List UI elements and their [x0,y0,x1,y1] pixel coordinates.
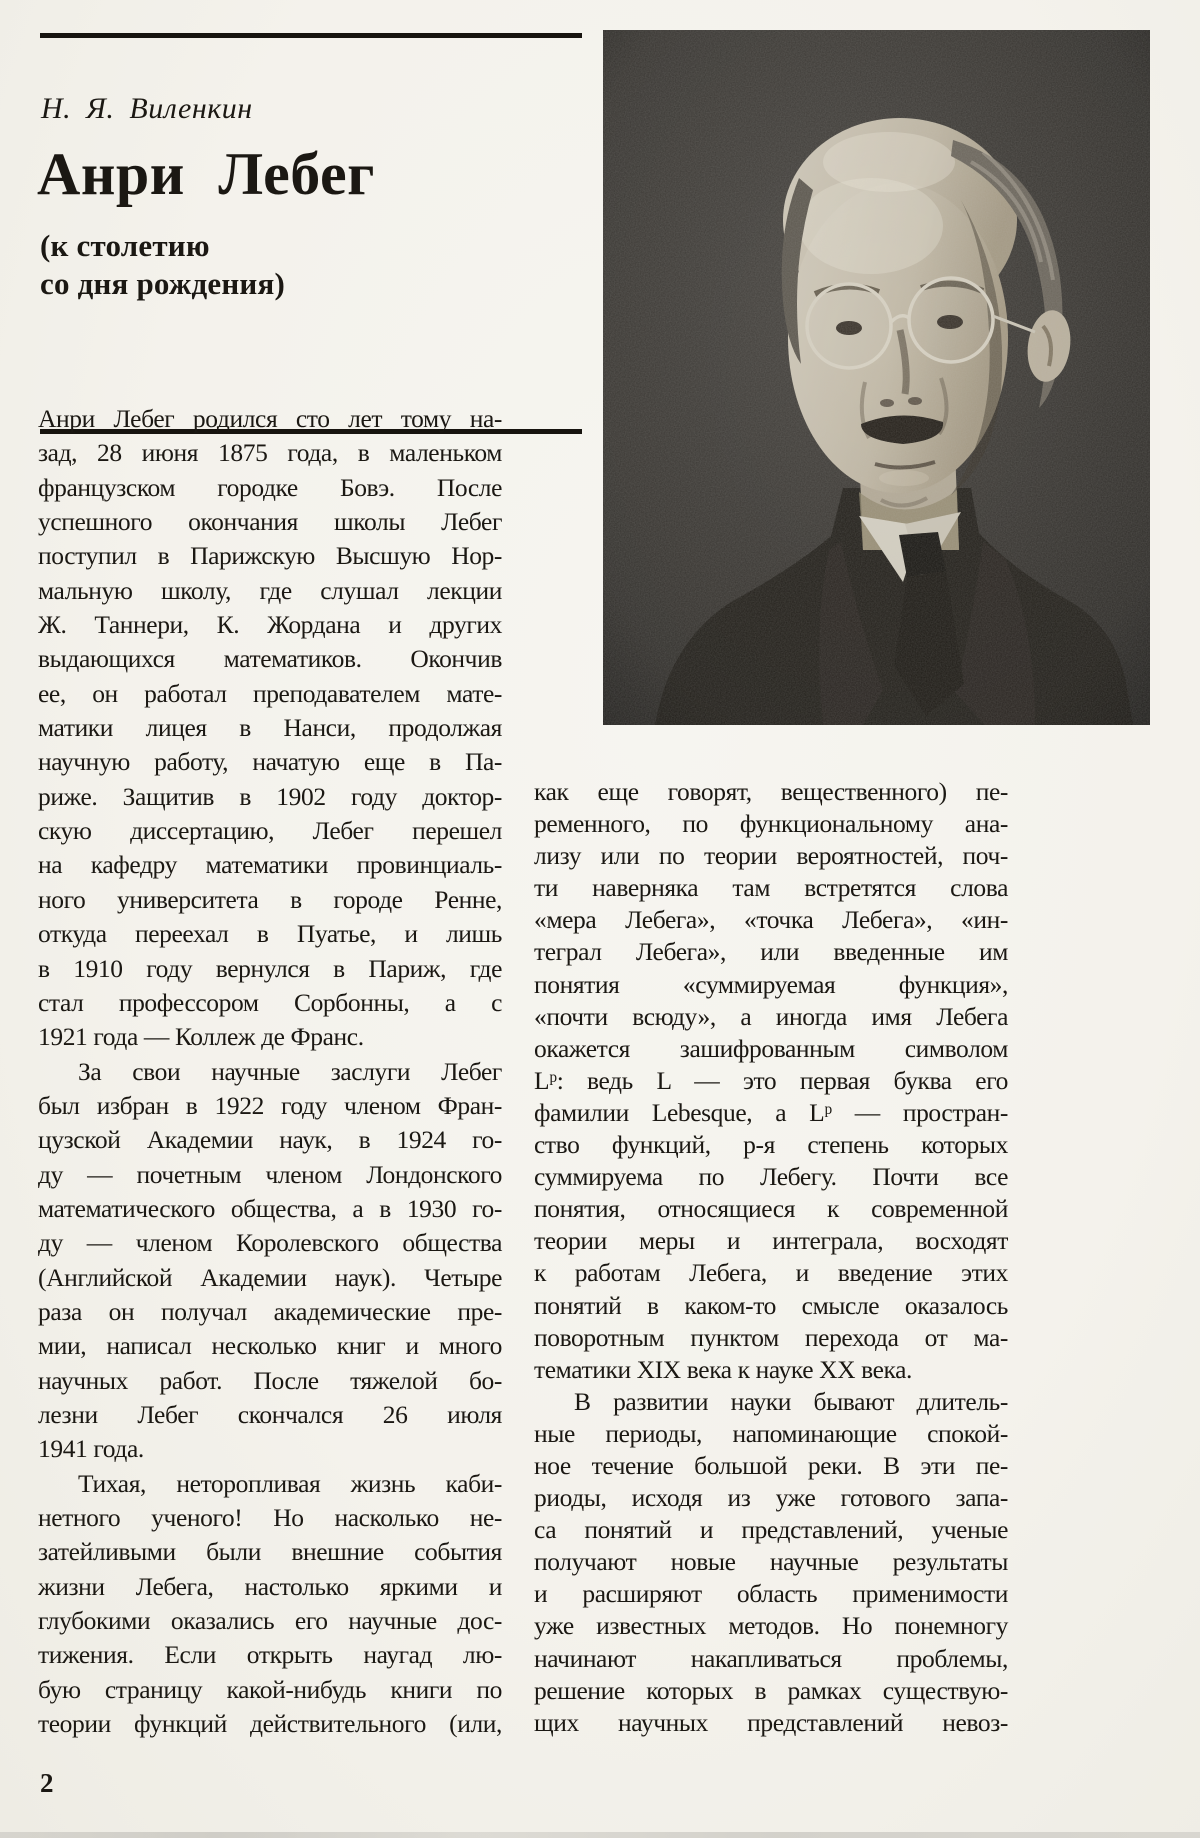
text-line: мии, написал несколько книг и много [38,1331,502,1361]
text-line: суммируема по Лебегу. Почти все [534,1162,1008,1192]
text-line: зад, 28 июня 1875 года, в маленьком [38,438,502,468]
text-line: матики лицея в Нанси, продолжая [38,713,502,743]
text-line: как еще говорят, вещественного) пе- [534,777,1008,806]
subtitle-line-1: (к столетию [40,228,210,263]
text-line: научную работу, начатую еще в Па- [38,747,502,777]
text-line: цузской Академии наук, в 1924 го- [38,1125,502,1155]
text-line: теории меры и интеграла, восходят [534,1226,1008,1256]
text-line: нетного ученого! Но насколько не- [38,1503,502,1532]
text-line: (Английской Академии наук). Четыре [38,1262,502,1292]
article-subtitle [40,227,285,302]
text-line: затейливыми были внешние события [38,1537,502,1567]
text-line: раза он получал академические пре- [38,1296,502,1326]
text-line: к работам Лебега, и введение этих [534,1258,1008,1288]
text-line: был избран в 1922 году членом Фран- [38,1090,502,1120]
text-line: В развитии науки бывают длитель- [574,1386,1008,1416]
text-line: щих научных представлений невоз- [534,1707,1008,1737]
text-line: Анри Лебег родился сто лет тому на- [38,404,502,433]
top-rule [40,33,582,38]
author-name: Н. Я. Виленкин [41,92,253,125]
portrait-photo-svg [603,30,1150,725]
text-line: са понятий и представлений, ученые [534,1515,1008,1545]
text-line: успешного окончания школы Лебег [38,507,502,537]
text-line: лезни Лебег скончался 26 июля [38,1399,502,1429]
scan-edge-artifact [0,1832,1200,1838]
text-line: жизни Лебега, настолько яркими и [38,1571,502,1601]
text-line: тижения. Если открыть наугад лю- [38,1640,502,1670]
text-line: получают новые научные результаты [534,1547,1008,1577]
text-line: поступил в Парижскую Высшую Нор- [38,541,502,571]
text-line: ду — почетным членом Лондонского [38,1159,502,1189]
text-line: французском городке Бовэ. После [38,472,502,502]
text-line: Тихая, неторопливая жизнь каби- [78,1468,502,1498]
text-line: теграл Лебега», или введенные им [534,937,1008,967]
text-line: «почти всюду», а иногда имя Лебега [534,1001,1008,1031]
text-line: понятий в каком-то смысле оказалось [534,1290,1008,1320]
text-line: уже известных методов. Но понемногу [534,1611,1008,1641]
text-line: лизу или по теории вероятностей, поч- [534,841,1008,871]
article-title: Анри Лебег [37,141,375,207]
text-line: тематики XIX века к науке XX века. [534,1354,913,1384]
text-line: ее, он работал преподавателем мате- [38,678,502,708]
text-line: ременного, по функциональному ана- [534,809,1008,839]
text-line: математического общества, а в 1930 го- [38,1193,502,1223]
text-line: «мера Лебега», «точка Лебега», «ин- [534,905,1008,935]
text-line: понятия «суммируемая функция», [534,969,1008,999]
text-line: выдающихся математиков. Окончив [38,644,502,674]
text-line: ное течение большой реки. В эти пе- [534,1450,1008,1480]
text-line: ти наверняка там встретятся слова [534,873,1008,903]
text-line: За свои научные заслуги Лебег [78,1056,502,1086]
text-line: риже. Защитив в 1902 году доктор- [38,781,502,811]
subtitle-line-2: со дня рождения) [40,265,285,301]
text-line: решение которых в рамках существую- [534,1675,1008,1705]
text-line: научных работ. После тяжелой бо- [38,1365,502,1395]
text-line: в 1910 году вернулся в Париж, где [38,953,502,983]
text-line: стал профессором Сорбонны, а с [38,987,502,1017]
text-line: понятия, относящиеся к современной [534,1194,1008,1224]
text-line: ду — членом Королевского общества [38,1228,502,1258]
text-line: скую диссертацию, Лебег перешел [38,816,502,846]
text-line: ного университета в городе Ренне, [38,884,502,914]
lebesgue-portrait-photo [603,30,1150,725]
text-line: ные периоды, напоминающие спокой- [534,1418,1008,1448]
text-line: теории функций действительного (или, [38,1709,502,1739]
text-line: глубокими оказались его научные дос- [38,1606,502,1636]
text-line: 1941 года. [38,1434,144,1464]
text-line: фамилии Lebesque, а Lᵖ — простран- [534,1097,1008,1127]
text-line: начинают накапливаться проблемы, [534,1643,1008,1673]
text-line: риоды, исходя из уже готового запа- [534,1483,1008,1513]
text-line: и расширяют область применимости [534,1579,1008,1609]
text-line: Lᵖ: ведь L — это первая буква его [534,1065,1008,1095]
text-line: ство функций, p-я степень которых [534,1130,1008,1160]
text-line: откуда переехал в Пуатье, и лишь [38,919,502,949]
text-line: поворотным пунктом перехода от ма- [534,1322,1008,1352]
text-column-right [534,776,1008,1739]
page-number: 2 [40,1768,54,1798]
text-line: окажется зашифрованным символом [534,1033,1008,1063]
text-line: 1921 года — Коллеж де Франс. [38,1022,364,1052]
text-line: бую страницу какой-нибудь книги по [38,1674,502,1704]
text-line: мальную школу, где слушал лекции [38,575,502,605]
text-line: на кафедру математики провинциаль- [38,850,502,880]
text-column-left [38,402,502,1741]
text-line: Ж. Таннери, К. Жордана и других [38,610,502,640]
